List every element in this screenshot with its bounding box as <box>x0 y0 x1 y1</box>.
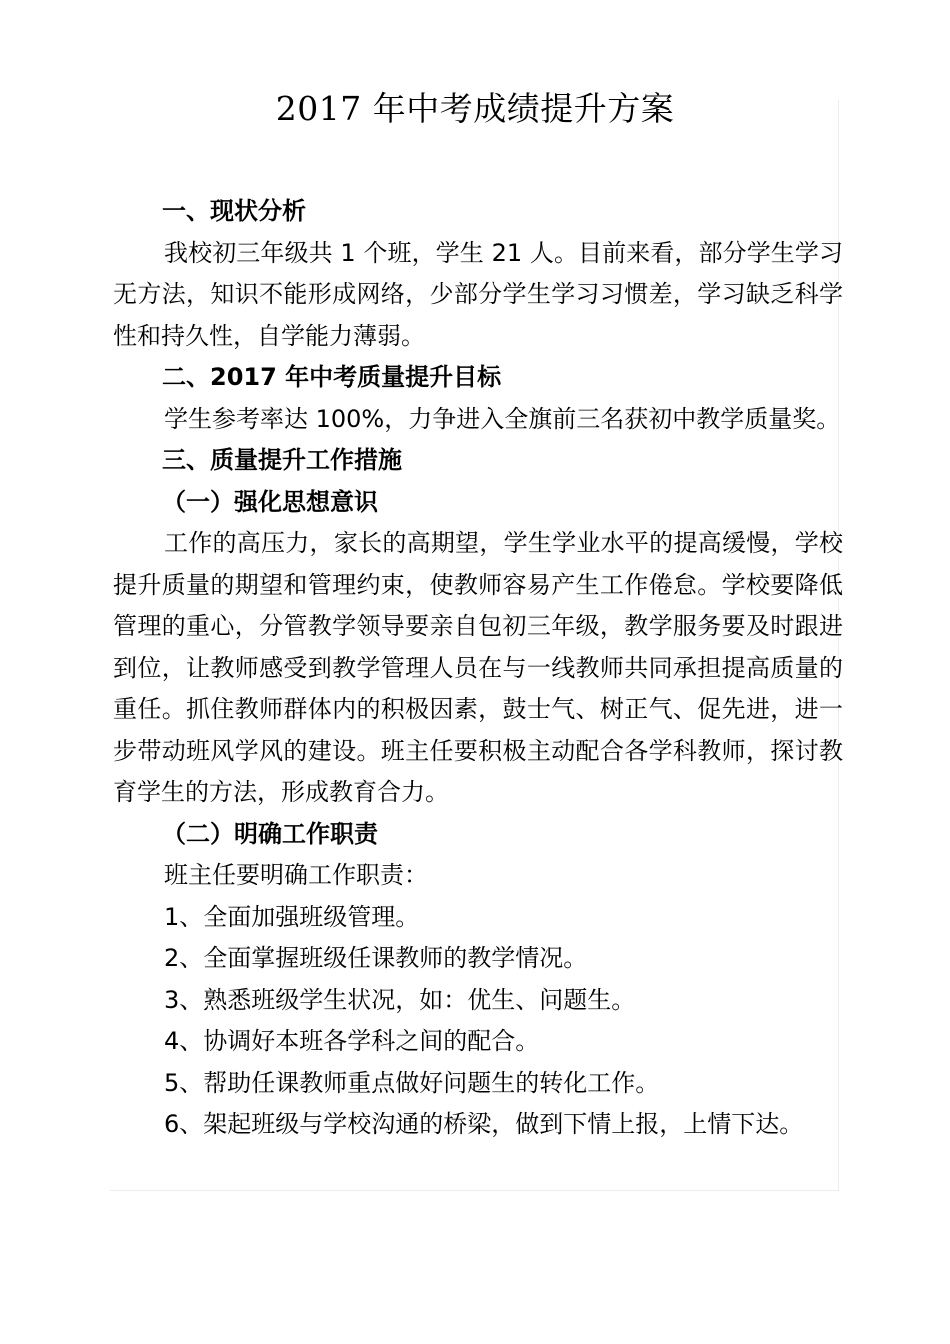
section-heading-measures: 三、质量提升工作措施 <box>162 446 402 474</box>
section-heading-status-analysis: 一、现状分析 <box>162 197 306 225</box>
document-body <box>113 191 843 1146</box>
duties-intro: 班主任要明确工作职责： <box>164 861 428 889</box>
target-paragraph: 学生参考率达 100%，力争进入全旗前三名获初中教学质量奖。 <box>164 404 841 433</box>
duty-item: 5、帮助任课教师重点做好问题生的转化工作。 <box>164 1068 660 1097</box>
duty-item: 2、全面掌握班级任课教师的教学情况。 <box>164 944 588 972</box>
duty-item: 1、全面加强班级管理。 <box>164 902 420 931</box>
awareness-paragraph: 工作的高压力，家长的高期望，学生学业水平的提高缓慢，学校提升质量的期望和管理约束，使教师容易产生工作倦怠。学校要降低管理的重心，分管教学领导要亲自包初三年级，教学服务要及时跟进到位，让教师感受到教学管理人员在与一线教师共同承担提高质量的重任。抓住教师群体内的积极因素，鼓士气、树正气、促先进，进一步带动班风学风的建设。班主任要积极主动配合各学科教师，探讨教育学生的方法，形成教育合力。 <box>113 529 843 806</box>
status-analysis-paragraph: 我校初三年级共 1 个班，学生 21 人。目前来看，部分学生学习无方法，知识不能形成网络，少部分学生学习习惯差，学习缺乏科学性和持久性，自学能力薄弱。 <box>113 238 843 350</box>
page-border-bottom <box>110 1190 839 1191</box>
document-title: 2017 年中考成绩提升方案 <box>275 89 675 128</box>
section-heading-target: 二、2017 年中考质量提升目标 <box>162 363 502 391</box>
subsection-heading-awareness: （一）强化思想意识 <box>162 487 378 516</box>
duty-item: 4、协调好本班各学科之间的配合。 <box>164 1027 540 1055</box>
duty-item: 3、熟悉班级学生状况，如：优生、问题生。 <box>164 985 636 1014</box>
subsection-heading-duties: （二）明确工作职责 <box>162 819 378 848</box>
duty-item: 6、架起班级与学校沟通的桥梁，做到下情上报，上情下达。 <box>164 1110 804 1138</box>
